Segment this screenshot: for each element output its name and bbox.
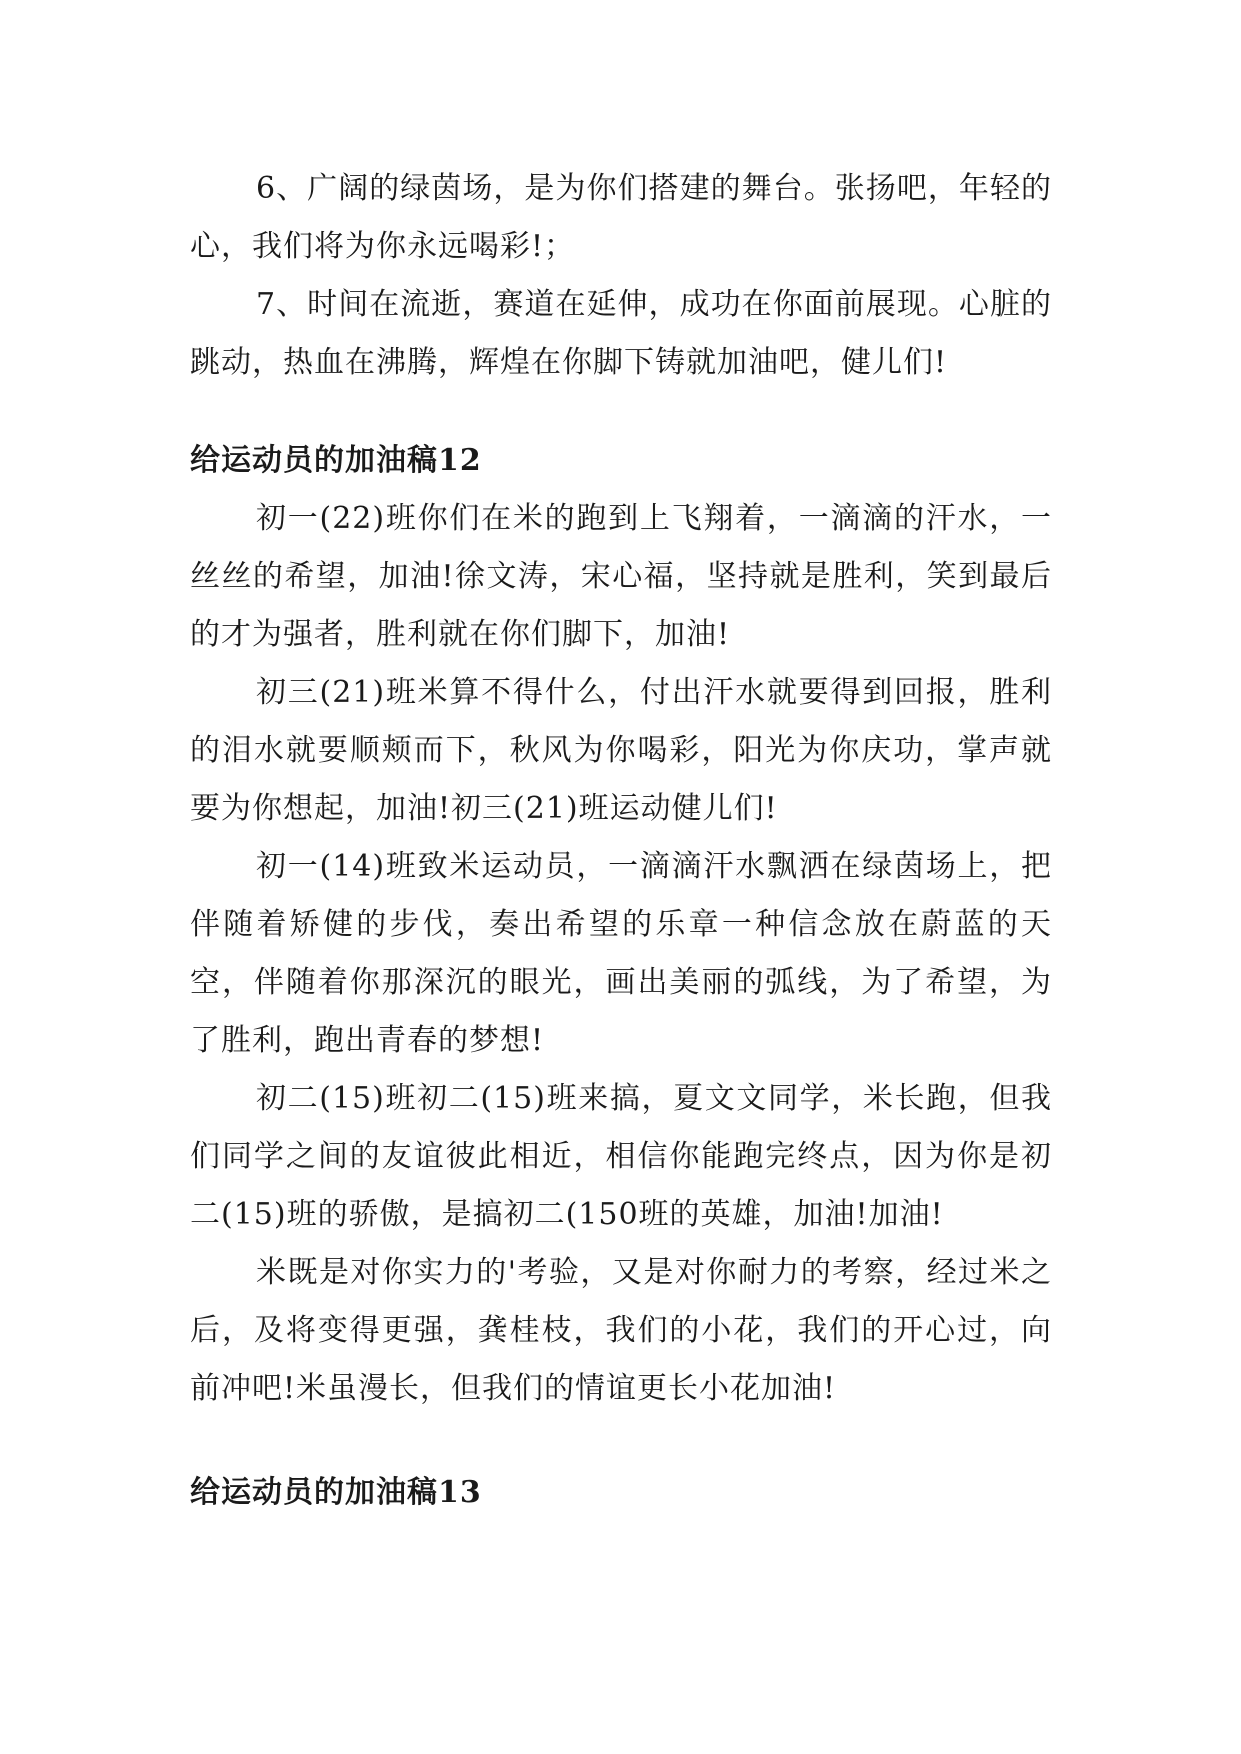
paragraph-6: 6、广阔的绿茵场，是为你们搭建的舞台。张扬吧，年轻的心，我们将为你永远喝彩!； [190, 171, 1052, 264]
paragraph-class-1-14: 初一(14)班致米运动员，一滴滴汗水飘洒在绿茵场上，把伴随着矫健的步伐，奏出希望的乐章一种信念放在蔚蓝的天空，伴随着你那深沉的眼光，画出美丽的弧线，为了希望，为了胜利，跑出青春的梦想! [190, 849, 1052, 1058]
paragraph-gong-guizhi: 米既是对你实力的'考验，又是对你耐力的考察，经过米之后，及将变得更强，龚桂枝，我们的小花，我们的开心过，向前冲吧!米虽漫长，但我们的情谊更长小花加油! [190, 1255, 1052, 1406]
paragraph-class-3-21: 初三(21)班米算不得什么，付出汗水就要得到回报，胜利的泪水就要顺颊而下，秋风为你喝彩，阳光为你庆功，掌声就要为你想起，加油!初三(21)班运动健儿们! [190, 675, 1052, 826]
section-title-13: 给运动员的加油稿13 [190, 1475, 482, 1510]
paragraph-class-1-22: 初一(22)班你们在米的跑到上飞翔着，一滴滴的汗水，一丝丝的希望，加油!徐文涛，宋心福，坚持就是胜利，笑到最后的才为强者，胜利就在你们脚下，加油! [190, 501, 1052, 652]
section-title-12: 给运动员的加油稿12 [190, 443, 482, 478]
document-page [190, 160, 1052, 1522]
paragraph-class-2-15: 初二(15)班初二(15)班来搞，夏文文同学，米长跑，但我们同学之间的友谊彼此相近，相信你能跑完终点，因为你是初二(15)班的骄傲，是搞初二(150班的英雄，加油!加油! [190, 1081, 1052, 1232]
paragraph-7: 7、时间在流逝，赛道在延伸，成功在你面前展现。心脏的跳动，热血在沸腾，辉煌在你脚下铸就加油吧，健儿们! [190, 287, 1052, 380]
